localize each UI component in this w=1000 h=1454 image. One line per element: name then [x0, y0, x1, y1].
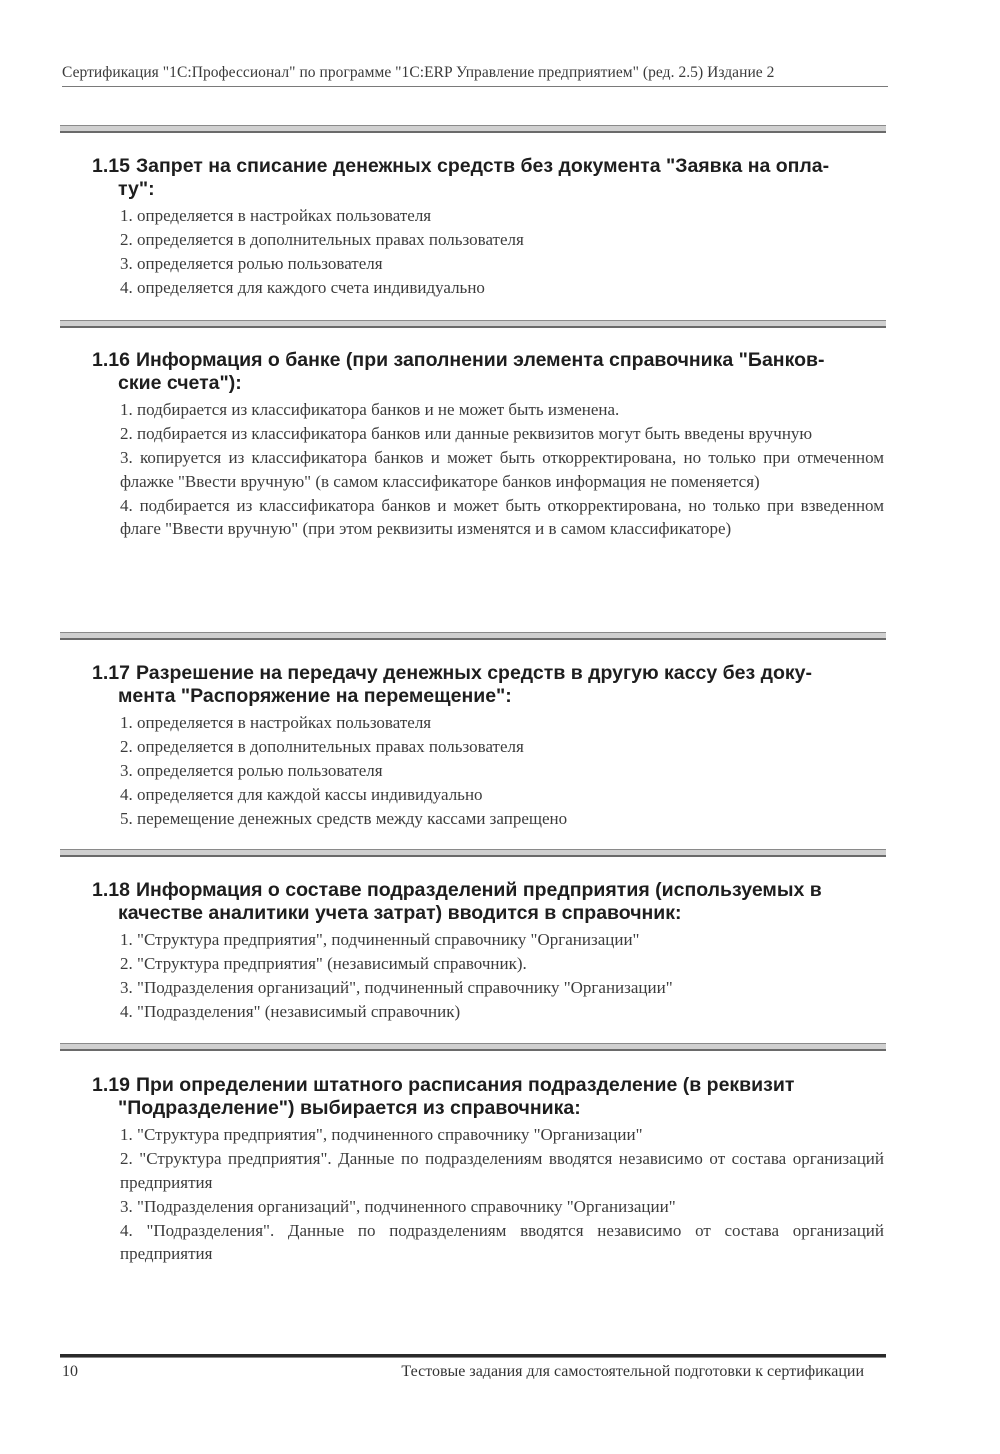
question-title-line-1: Разрешение на передачу денежных средств в другую кассу без доку- — [135, 662, 812, 684]
answer-option: 1. определяется в настройках пользователя — [120, 713, 432, 732]
question-separator — [60, 125, 886, 133]
question-title-line-2: ту": — [118, 178, 155, 200]
header-rule — [62, 86, 888, 87]
question-1-18 — [92, 879, 884, 1024]
question-title-line-1: При определении штатного расписания подразделение (в реквизит — [135, 1074, 795, 1096]
question-1-15 — [92, 155, 884, 300]
answer-option: 3. определяется ролью пользователя — [120, 254, 383, 273]
question-title-line-1: Информация о составе подразделений предприятия (используемых в — [135, 879, 822, 901]
question-title — [92, 1074, 884, 1120]
question-title-line-2: "Подразделение") выбирается из справочника: — [118, 1097, 581, 1119]
answer-list — [92, 398, 884, 541]
question-number: 1.15 — [92, 155, 130, 177]
answer-option: 3. "Подразделения организаций", подчиненный справочнику "Организации" — [120, 978, 673, 997]
answer-option: 2. определяется в дополнительных правах пользователя — [120, 737, 524, 756]
question-separator — [60, 320, 886, 328]
answer-option: 1. определяется в настройках пользователя — [120, 206, 432, 225]
question-1-16 — [92, 349, 884, 541]
answer-option: 2. подбирается из классификатора банков или данные реквизитов могут быть введены вручную — [120, 424, 813, 443]
question-separator — [60, 849, 886, 857]
footer-title: Тестовые задания для самостоятельной подготовки к сертификации — [401, 1363, 864, 1380]
page-number: 10 — [62, 1363, 78, 1380]
answer-option: 4. подбирается из классификатора банков и может быть откорректирована, но только при взведенном флаге "Ввести вручную" (при этом реквизиты изменятся и в самом классификаторе) — [120, 495, 884, 538]
answer-option: 2. определяется в дополнительных правах пользователя — [120, 230, 524, 249]
question-title-line-1: Запрет на списание денежных средств без документа "Заявка на опла- — [135, 155, 830, 177]
question-number: 1.18 — [92, 879, 130, 901]
question-title-line-1: Информация о банке (при заполнении элемента справочника "Банков- — [135, 349, 825, 371]
answer-option: 3. определяется ролью пользователя — [120, 761, 383, 780]
answer-option: 4. определяется для каждой кассы индивидуально — [120, 785, 483, 804]
answer-list — [92, 204, 884, 300]
question-title — [92, 662, 884, 708]
answer-option: 3. "Подразделения организаций", подчиненного справочнику "Организации" — [120, 1196, 676, 1216]
question-title — [92, 155, 884, 201]
question-separator — [60, 632, 886, 640]
question-1-19 — [92, 1074, 884, 1266]
question-number: 1.17 — [92, 662, 130, 684]
question-title — [92, 879, 884, 925]
answer-list — [92, 1123, 884, 1266]
answer-option: 4. определяется для каждого счета индивидуально — [120, 278, 485, 297]
answer-option: 1. "Структура предприятия", подчиненный справочнику "Организации" — [120, 930, 640, 949]
answer-option: 5. перемещение денежных средств между кассами запрещено — [120, 809, 568, 828]
answer-list — [92, 711, 884, 831]
question-number: 1.19 — [92, 1074, 130, 1096]
answer-option: 3. копируется из классификатора банков и может быть откорректирована, но только при отмеченном флажке "Ввести вручную" (в самом классификаторе банков информация не поменяется) — [120, 448, 884, 491]
question-title — [92, 349, 884, 395]
answer-option: 2. "Структура предприятия" (независимый справочник). — [120, 954, 527, 973]
answer-option: 4. "Подразделения". Данные по подразделениям вводятся независимо от состава организаций предприятия — [120, 1220, 884, 1263]
answer-option: 2. "Структура предприятия". Данные по подразделениям вводятся независимо от состава организаций предприятия — [120, 1149, 884, 1192]
answer-option: 1. "Структура предприятия", подчиненного справочнику "Организации" — [120, 1125, 643, 1144]
answer-option: 1. подбирается из классификатора банков и не может быть изменена. — [120, 400, 620, 419]
question-title-line-2: мента "Распоряжение на перемещение": — [118, 685, 512, 707]
answer-list — [92, 928, 884, 1024]
running-header: Сертификация "1С:Профессионал" по программе "1С:ERP Управление предприятием" (ред. 2.5) Издание 2 — [62, 64, 775, 81]
question-title-line-2: качестве аналитики учета затрат) вводится в справочник: — [118, 902, 682, 924]
question-number: 1.16 — [92, 349, 130, 371]
question-1-17 — [92, 662, 884, 831]
question-title-line-2: ские счета"): — [118, 372, 242, 394]
answer-option: 4. "Подразделения" (независимый справочник) — [120, 1002, 461, 1021]
footer-rule — [60, 1354, 886, 1358]
question-separator — [60, 1043, 886, 1051]
